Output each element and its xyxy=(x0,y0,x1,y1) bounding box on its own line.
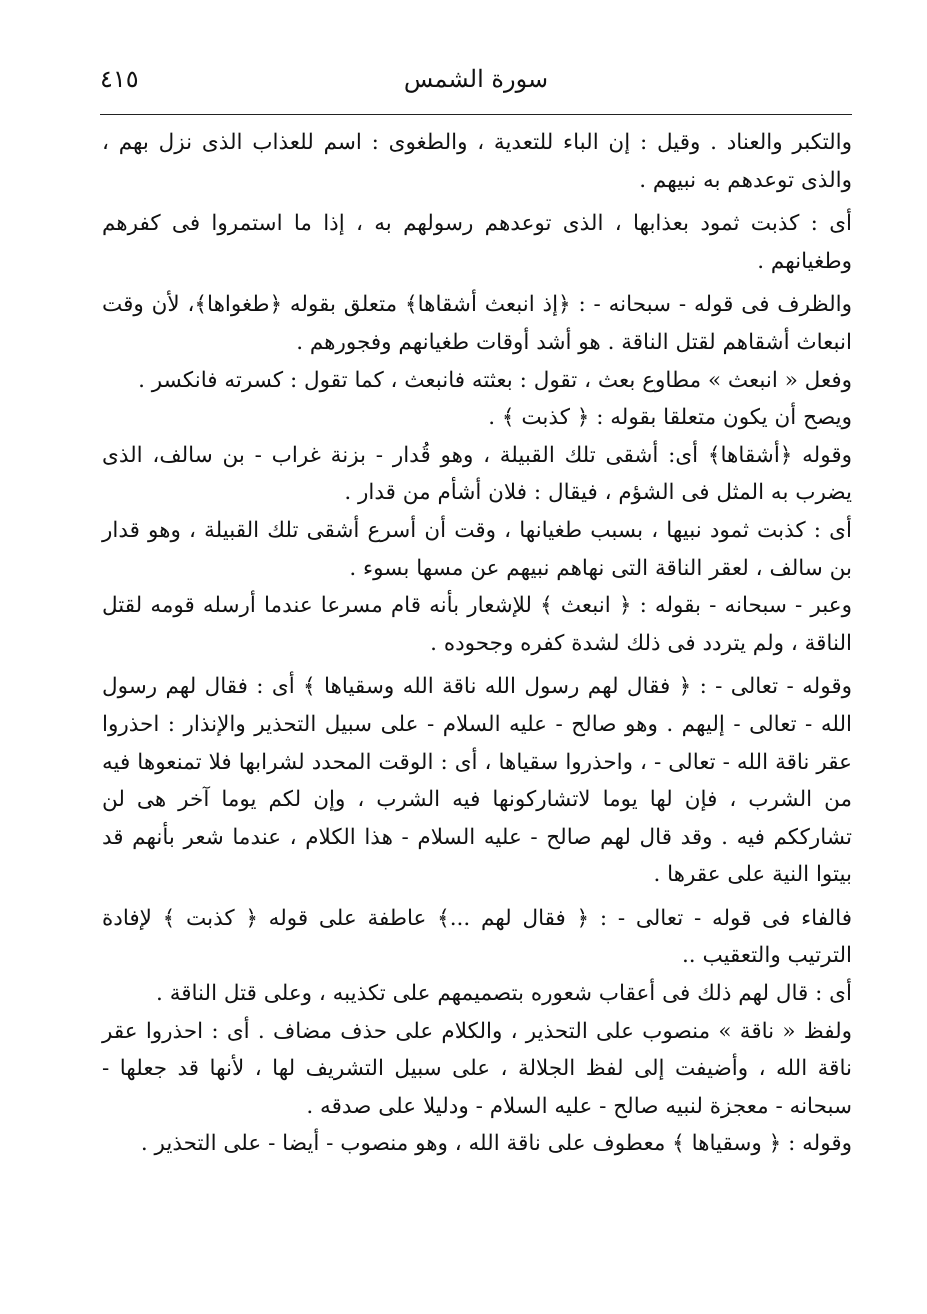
paragraph: وفعل « انبعث » مطاوع بعث ، تقول : بعثته فانبعث ، كما تقول : كسرته فانكسر . xyxy=(138,367,852,393)
paragraph: والتكبر والعناد . وقيل : إن الباء للتعدية ، والطغوى : اسم للعذاب الذى نزل بهم ، والذى توعدهم به نبيهم . xyxy=(102,130,852,193)
paragraph: فالفاء فى قوله - تعالى - : ﴿ فقال لهم ...﴾ عاطفة على قوله ﴿ كذبت ﴾ لإفادة الترتيب والتعقيب .. xyxy=(102,905,852,969)
paragraph: وعبر - سبحانه - بقوله : ﴿ انبعث ﴾ للإشعار بأنه قام مسرعا عندما أرسله قومه لقتل الناقة ، ولم يتردد فى ذلك لشدة كفره وجحوده . xyxy=(102,593,852,656)
paragraph: ولفظ « ناقة » منصوب على التحذير ، والكلام على حذف مضاف . أى : احذروا عقر ناقة الله ، وأضيفت إلى لفظ الجلالة ، على سبيل التشريف لها ، لأنها قد جعلها - سبحانه - معجزة لنبيه صالح - عليه السلام - ودليلا على صدقه . xyxy=(102,1018,852,1119)
paragraph: وقوله - تعالى - : ﴿ فقال لهم رسول الله ناقة الله وسقياها ﴾ أى : فقال لهم رسول الله - تعالى - إليهم . وهو صالح - عليه السلام - على سبيل التحذير والإنذار : احذروا عقر ناقة الله - تعالى - ، واحذروا سقياها ، أى : الوقت المحدد لشرابها فلا تمنعوها فيه من الشرب ، فإن لها يوما لاتشاركونها فيه الشرب ، وإن لكم يوما آخر هى لن تشارككم فيه . وقد قال لهم صالح - عليه السلام - هذا الكلام ، عندما شعر بأنهم قد بيتوا النية على عقرها . xyxy=(102,674,852,888)
paragraph: أى : كذبت ثمود بعذابها ، الذى توعدهم رسولهم به ، إذا ما استمروا فى كفرهم وطغيانهم . xyxy=(102,211,852,274)
running-title: سورة الشمس xyxy=(403,65,549,93)
paragraph: والظرف فى قوله - سبحانه - : ﴿إذ انبعث أشقاها﴾ متعلق بقوله ﴿طغواها﴾، لأن وقت انبعاث أشقاهم لقتل الناقة . هو أشد أوقات طغيانهم وفجورهم . xyxy=(102,292,852,355)
paragraph: وقوله : ﴿ وسقياها ﴾ معطوف على ناقة الله ، وهو منصوب - أيضا - على التحذير . xyxy=(140,1131,852,1157)
paragraph: أى : قال لهم ذلك فى أعقاب شعوره بتصميمهم على تكذيبه ، وعلى قتل الناقة . xyxy=(156,981,852,1007)
paragraph: ويصح أن يكون متعلقا بقوله : ﴿ كذبت ﴾ . xyxy=(488,405,852,431)
page-header xyxy=(100,62,852,102)
page-number: ٤١٥ xyxy=(100,65,139,93)
header-rule xyxy=(100,114,852,115)
page-body xyxy=(102,124,852,1163)
paragraph: أى : كذبت ثمود نبيها ، بسبب طغيانها ، وقت أن أسرع أشقى تلك القبيلة ، وهو قدار بن سالف ، لعقر الناقة التى نهاهم نبيهم عن مسها بسوء . xyxy=(102,517,852,581)
paragraph: وقوله ﴿أشقاها﴾ أى: أشقى تلك القبيلة ، وهو قُدار - بزنة غراب - بن سالف، الذى يضرب به المثل فى الشؤم ، فيقال : فلان أشأم من قدار . xyxy=(102,442,852,506)
